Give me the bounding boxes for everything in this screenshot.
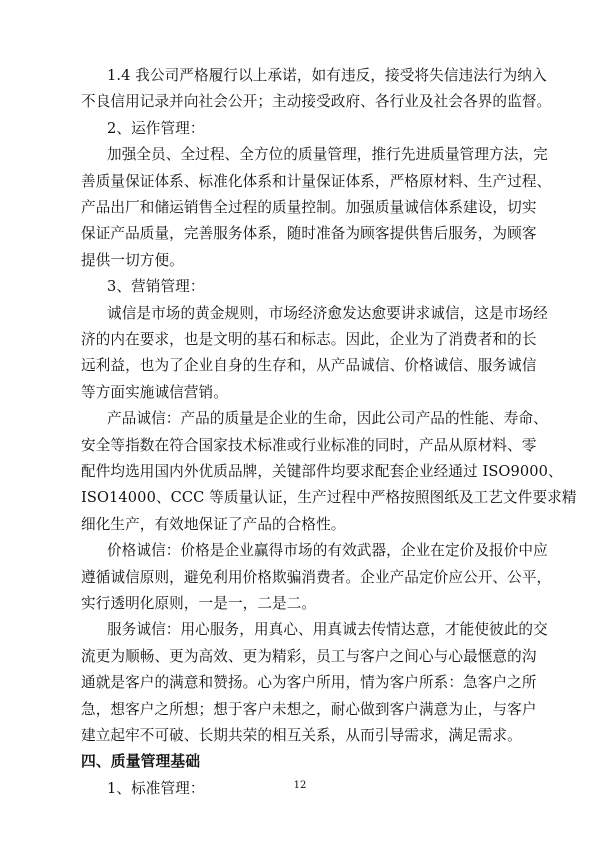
paragraph-line: 遵循诚信原则，避免利用价格欺骗消费者。企业产品定价应公开、公平， (81, 569, 552, 586)
paragraph-line: 通就是客户的满意和赞扬。心为客户所用，情为客户所系：急客户之所 (81, 674, 537, 691)
section-subheading: 2、运作管理： (107, 120, 205, 137)
paragraph-line: 价格诚信：价格是企业赢得市场的有效武器，企业在定价及报价中应 (107, 542, 548, 559)
section-subheading: 3、营销管理： (107, 278, 205, 295)
paragraph-line: 细化生产，有效地保证了产品的合格性。 (81, 516, 346, 533)
paragraph-line: 加强全员、全过程、全方位的质量管理，推行先进质量管理方法，完 (107, 146, 548, 163)
paragraph-line: 建立起牢不可破、长期共荣的相互关系，从而引导需求，满足需求。 (81, 727, 522, 744)
paragraph-line: 远利益，也为了企业自身的生存和，从产品诚信、价格诚信、服务诚信 (81, 357, 537, 374)
paragraph-line: 济的内在要求，也是文明的基石和标志。因此，企业为了消费者和的长 (81, 331, 537, 348)
paragraph-line: 服务诚信：用心服务，用真心、用真诚去传情达意，才能使彼此的交 (107, 621, 548, 638)
section-subheading: 1、标准管理： (107, 780, 205, 797)
paragraph-line: 等方面实施诚信营销。 (81, 384, 228, 401)
paragraph-line: 不良信用记录并向社会公开；主动接受政府、各行业及社会各界的监督。 (81, 93, 552, 110)
paragraph-line: 急，想客户之所想；想于客户未想之，耐心做到客户满意为止，与客户 (81, 701, 537, 718)
paragraph-line: ISO14000、CCC 等质量认证，生产过程中严格按照图纸及工艺文件要求精 (81, 489, 577, 506)
paragraph-line: 保证产品质量，完善服务体系，随时准备为顾客提供售后服务，为顾客 (81, 225, 537, 242)
paragraph-line: 配件均选用国内外优质品牌，关键部件均要求配套企业经通过 ISO9000、 (81, 463, 563, 480)
paragraph-line: 流更为顺畅、更为高效、更为精彩，员工与客户之间心与心最惬意的沟 (81, 648, 537, 665)
paragraph-line: 1.4 我公司严格履行以上承诺，如有违反，接受将失信违法行为纳入 (107, 67, 547, 84)
paragraph-line: 善质量保证体系、标准化体系和计量保证体系，严格原材料、生产过程、 (81, 173, 552, 190)
paragraph-line: 诚信是市场的黄金规则，市场经济愈发达愈要讲求诚信，这是市场经 (107, 305, 548, 322)
page-number: 12 (293, 780, 307, 791)
section-heading: 四、质量管理基础 (81, 753, 201, 770)
paragraph-line: 实行透明化原则，一是一，二是二。 (81, 595, 317, 612)
paragraph-line: 产品出厂和储运销售全过程的质量控制。加强质量诚信体系建设，切实 (81, 199, 537, 216)
paragraph-line: 提供一切方便。 (81, 252, 184, 269)
paragraph-line: 产品诚信：产品的质量是企业的生命，因此公司产品的性能、寿命、 (107, 410, 548, 427)
paragraph-line: 安全等指数在符合国家技术标准或行业标准的同时，产品从原材料、零 (81, 437, 537, 454)
